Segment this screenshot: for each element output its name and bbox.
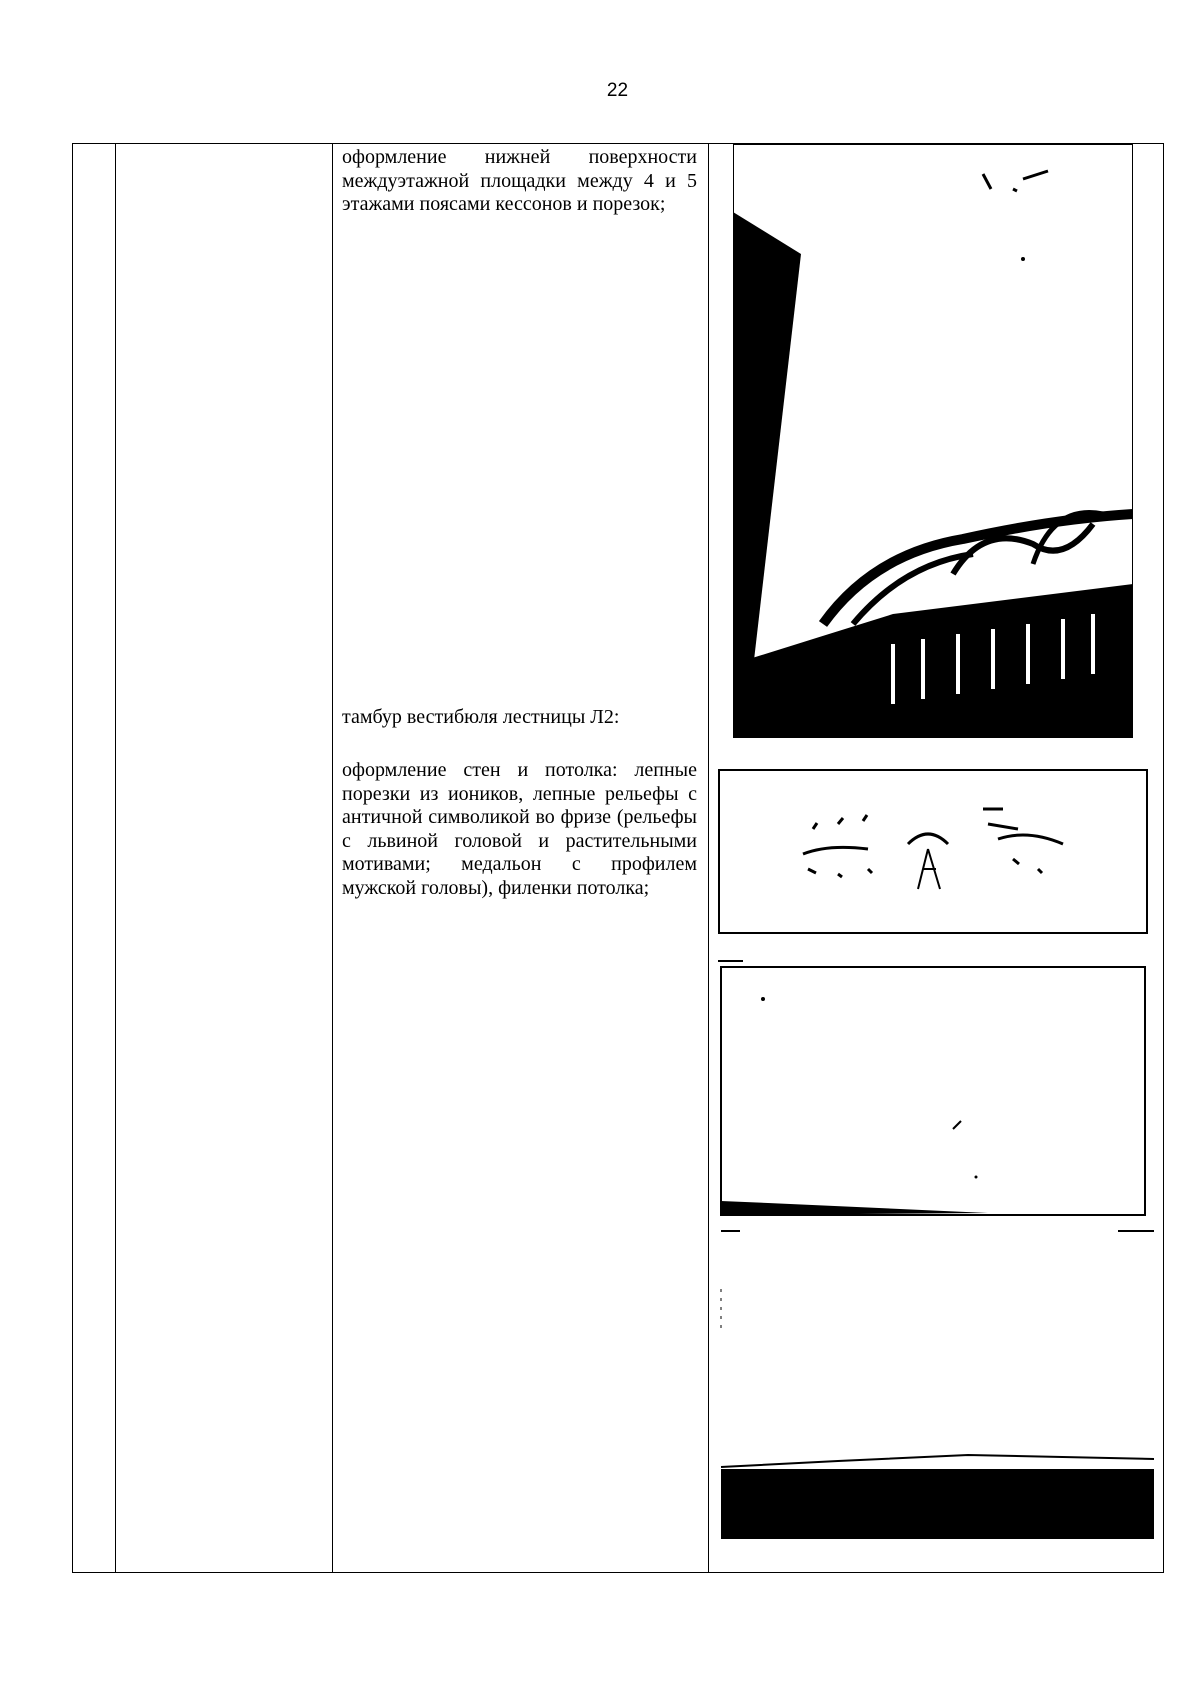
description-walls-ceiling: оформление стен и потолка: лепные порезки из иоников, лепные рельефы с античной символикой во фризе (рельефы с львиной головой и растительными мотивами; медальон с профилем мужской головы), филенки потолка;: [342, 759, 697, 899]
document-table: [72, 143, 1164, 1573]
column-divider-2: [332, 144, 333, 1572]
photo-wall-section: [718, 1229, 1158, 1539]
page-number: 22: [606, 80, 629, 101]
photo-ceiling-panel: [718, 959, 1148, 1219]
column-divider-1: [115, 144, 116, 1572]
photo-frieze-reliefs: [718, 769, 1148, 934]
photo-landing-underside: [733, 144, 1133, 738]
description-lower-landing: оформление нижней поверхности междуэтажной площадки между 4 и 5 этажами поясами кессонов и порезок;: [342, 146, 697, 215]
section-heading-vestibule: тамбур вестибюля лестницы Л2:: [342, 706, 620, 728]
column-divider-3: [708, 144, 709, 1572]
